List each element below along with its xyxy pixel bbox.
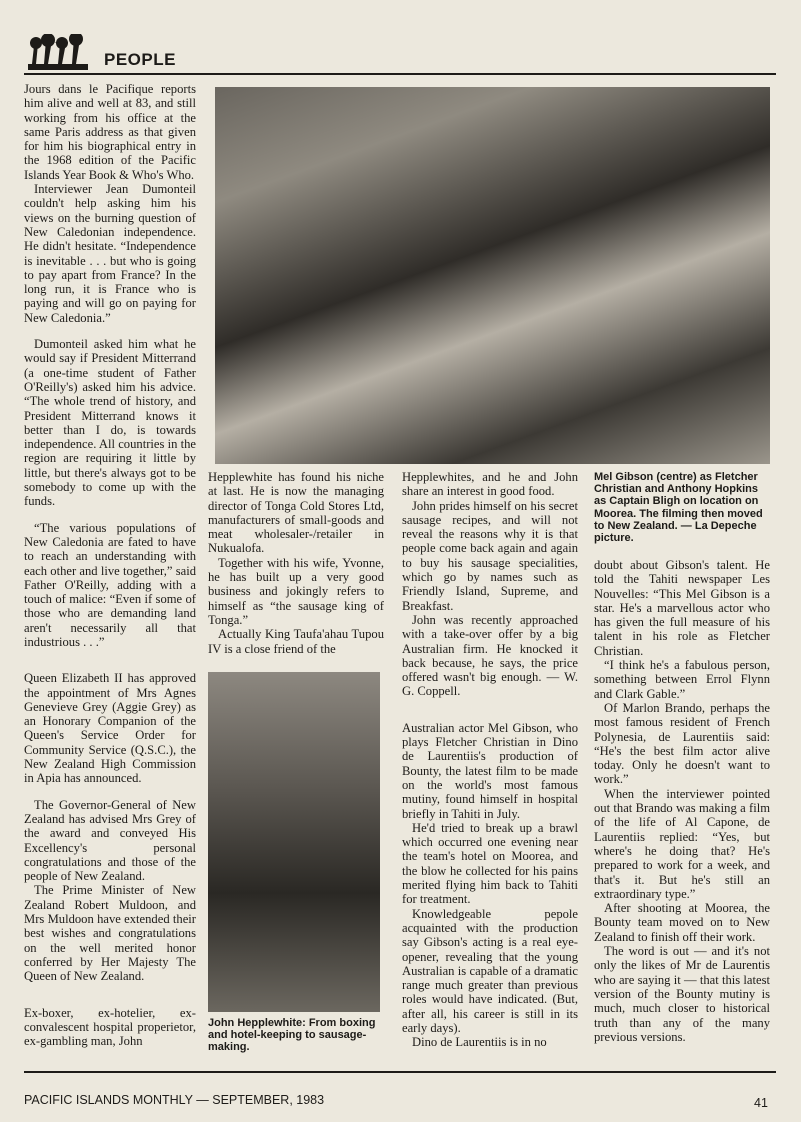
paragraph: Knowledgeable pepole acquainted with the production say Gibson's acting is a real eye-opener, revealing that the young Australian is capable of a dramatic range much greater than previous roles would have indicated. (But, after all, his career is still in its early days). bbox=[402, 906, 578, 1035]
paragraph: John was recently approached with a take-over offer by a big Australian firm. He knocked it back because, he says, the price offered wasn't big enough. — W. G. Coppell. bbox=[402, 612, 578, 699]
column-2 bbox=[208, 470, 384, 656]
hepplewhite-portrait-photo bbox=[208, 672, 380, 1012]
paragraph: He'd tried to break up a brawl which occurred one evening near the team's hotel on Moorea, and the blow he collected for his pains merited flying him back to Tahiti for treatment. bbox=[402, 820, 578, 907]
bounty-photo-caption: Mel Gibson (centre) as Fletcher Christian and Anthony Hopkins as Captain Bligh on location on Moorea. The filming then moved to New Zealand. — La Depeche picture. bbox=[594, 471, 763, 545]
paragraph: The Prime Minister of New Zealand Robert Muldoon, and Mrs Muldoon have extended their best wishes and congratulations on the well merited honor conferred by Her Majesty The Queen of New Zealand. bbox=[24, 883, 196, 984]
paragraph: doubt about Gibson's talent. He told the Tahiti newspaper Les Nouvelles: “This Mel Gibson is a star. He's a marvellous actor who has given the full measure of his talent in his role as Fletcher Christian. bbox=[594, 558, 770, 658]
paragraph: Dumonteil asked him what he would say if President Mitterrand (a one-time student of Father O'Reilly's) asked him his advice. “The whole trend of history, and President Mitterrand knows it better than I do, is towards independence. All countries in the region are requiring it little by little, but there's always got to be somebody to come up with the funds. bbox=[24, 337, 196, 509]
paragraph: Ex-boxer, ex-hotelier, ex-convalescent hospital properietor, ex-gambling man, John bbox=[24, 1005, 196, 1049]
paragraph: The Governor-General of New Zealand has advised Mrs Grey of the award and conveyed His Excellency's personal congratulations and those of the people of New Zealand. bbox=[24, 797, 196, 884]
paragraph: The word is out — and it's not only the likes of Mr de Laurentis who are saying it — that this latest version of the Bounty mutiny is much, much closer to historical truth than any of the many previous versions. bbox=[594, 944, 770, 1044]
paragraph: “I think he's a fabulous person, something between Errol Flynn and Clark Gable.” bbox=[594, 658, 770, 701]
paragraph: When the interviewer pointed out that Brando was making a film of the life of Al Capone, de Laurentiis replied: “Yes, but where's he doing that? He's prepared to work for a week, and that's it. But he's still an extraordinary type.” bbox=[594, 786, 770, 901]
paragraph: Hepplewhites, and he and John share an interest in good food. bbox=[402, 470, 578, 499]
column-4 bbox=[594, 558, 770, 1044]
paragraph: John prides himself on his secret sausage recipes, and will not reveal the reasons why it is that people come back again and again to buy his sausage specialities, which go by names such as Friendly Island, Supreme, and Breakfast. bbox=[402, 498, 578, 613]
paragraph: Together with his wife, Yvonne, he has built up a very good business and jokingly refers to himself as “the sausage king of Tonga.” bbox=[208, 555, 384, 627]
header-rule bbox=[24, 73, 776, 75]
bounty-film-photo bbox=[215, 87, 770, 464]
publication-footer: PACIFIC ISLANDS MONTHLY — SEPTEMBER, 1983 bbox=[24, 1093, 325, 1107]
paragraph: Actually King Taufa'ahau Tupou IV is a close friend of the bbox=[208, 627, 384, 656]
footer-rule bbox=[24, 1071, 776, 1073]
page-number: 41 bbox=[754, 1096, 768, 1110]
column-3 bbox=[402, 470, 578, 1050]
paragraph: Dino de Laurentiis is in no bbox=[412, 1035, 547, 1050]
palm-trees-logo-icon bbox=[26, 34, 90, 74]
paragraph: “The various populations of New Caledonia are fated to have to reach an understanding with each other and live together,” said Father O'Reilly, adding with a touch of malice: “Even if some of those who are demanding land aren't necessarily all that industrious . . .” bbox=[24, 520, 196, 649]
paragraph: Jours dans le Pacifique reports him alive and well at 83, and still working from his office at the same Paris address as that given for him his biographical entry in the 1968 edition of the Pacific Islands Year Book & Who's Who. bbox=[24, 82, 196, 182]
paragraph: Hepplewhite has found his niche at last. He is now the managing director of Tonga Cold Stores Ltd, manufacturers of small-goods and meat wholesaler-/retailer in Nukualofa. bbox=[208, 470, 384, 556]
paragraph: Interviewer Jean Dumonteil couldn't help asking him his views on the burning question of New Caledonian independence. He didn't hesitate. “Independence is inevitable . . . but who is going to pay apart from France? In the long run, it is France who is paying and will go on paying for New Caledonia.” bbox=[24, 182, 196, 325]
paragraph: Of Marlon Brando, perhaps the most famous resident of French Polynesia, de Laurentiis said: “He's the best film actor alive today. Only he doesn't want to work.” bbox=[594, 700, 770, 787]
paragraph: Queen Elizabeth II has approved the appointment of Mrs Agnes Genevieve Grey (Aggie Grey) as an Honorary Companion of the Queen's Service Order for Community Service (Q.S.C.), the New Zealand High Commission in Apia has announced. bbox=[24, 671, 196, 786]
column-1 bbox=[24, 82, 196, 1048]
paragraph: Australian actor Mel Gibson, who plays Fletcher Christian in Dino de Laurentiis's production of Bounty, the latest film to be made on the world's most famous mutiny, found himself in hospital briefly in Tahiti in July. bbox=[402, 720, 578, 821]
hepplewhite-photo-caption: John Hepplewhite: From boxing and hotel-keeping to sausage-making. bbox=[208, 1017, 376, 1054]
section-title: PEOPLE bbox=[104, 50, 176, 69]
paragraph: After shooting at Moorea, the Bounty team moved on to New Zealand to finish off their work. bbox=[594, 901, 770, 944]
